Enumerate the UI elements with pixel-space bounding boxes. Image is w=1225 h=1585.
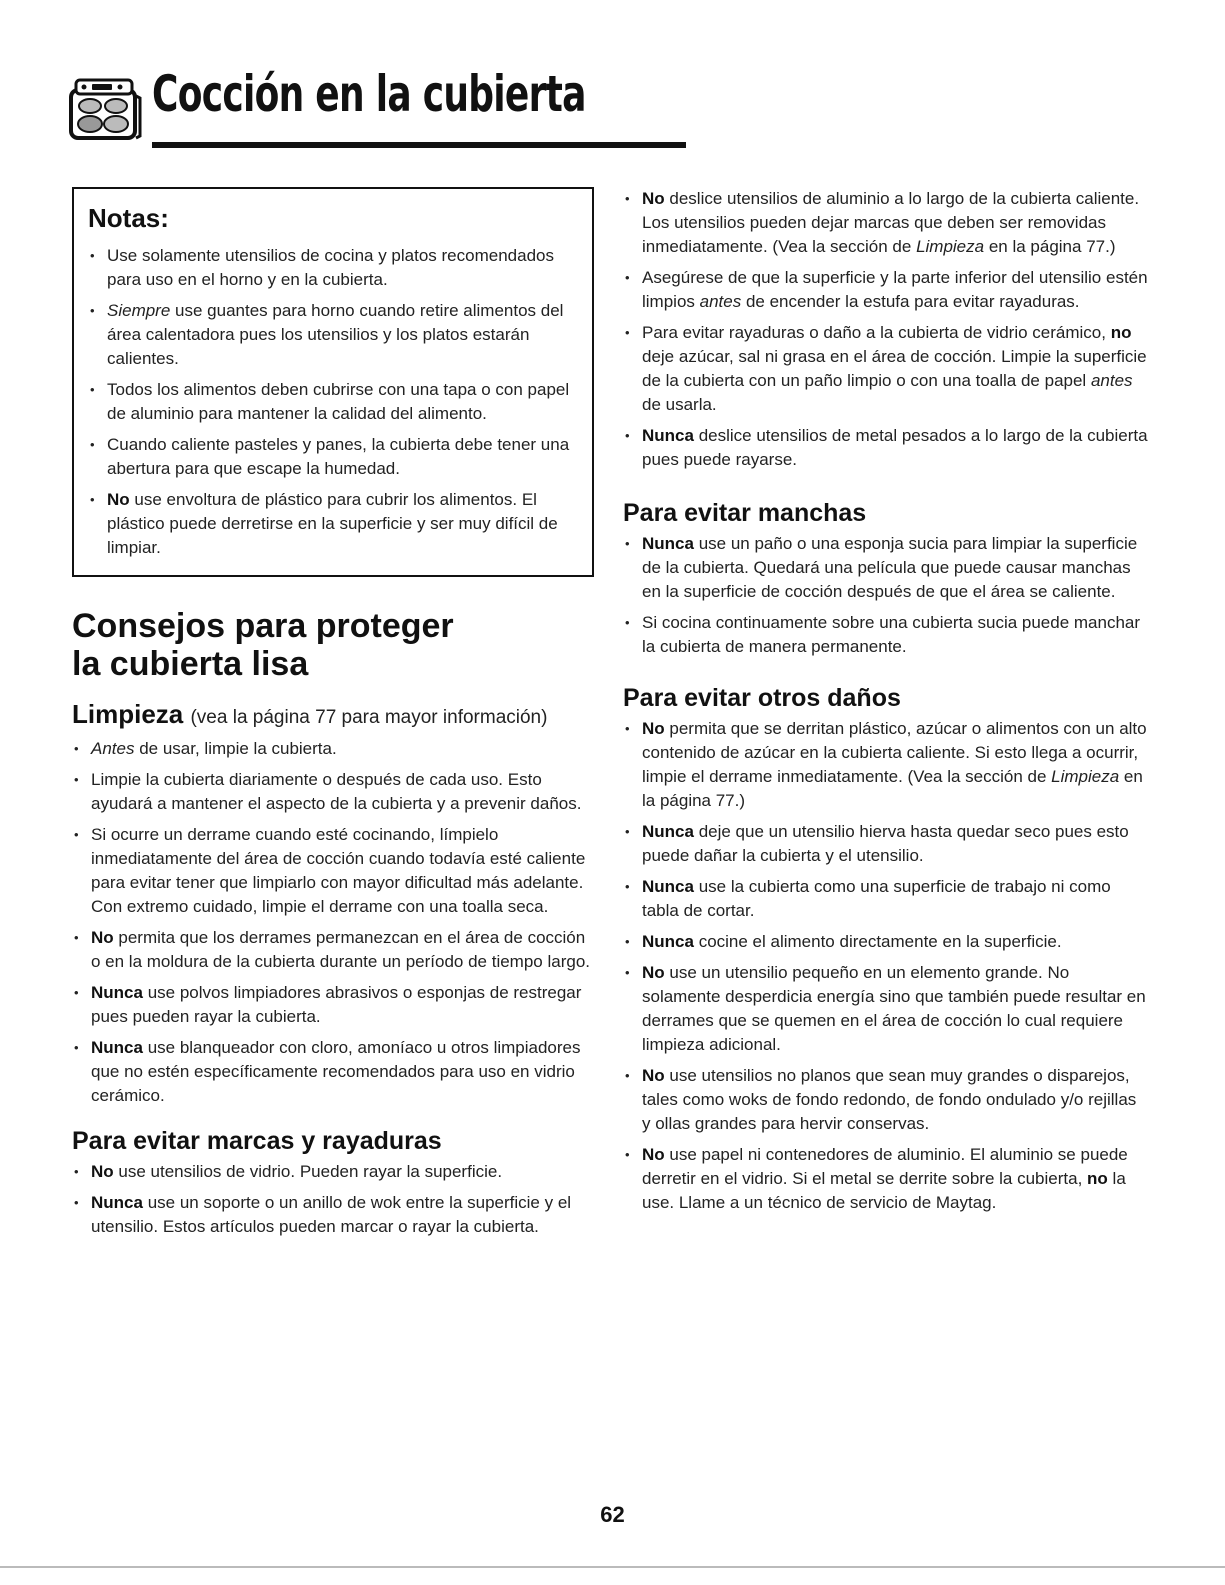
list-item: • Asegúrese de que la superficie y la parte inferior del utensilio estén limpios antes de encender la estufa para evitar rayaduras. (623, 266, 1148, 314)
list-item: • No use utensilios no planos que sean muy grandes o disparejos, tales como woks de fondo redondo, de fondo ondulado y/o rejillas y ollas grandes para hervir conservas. (623, 1064, 1148, 1136)
left-column (72, 187, 592, 1246)
page-title: Cocción en la cubierta (152, 65, 586, 123)
cooktop-icon (68, 76, 144, 142)
manchas-list (623, 532, 1148, 659)
list-item: • Nunca cocine el alimento directamente en la superficie. (623, 930, 1148, 954)
section-title-manchas: Para evitar manchas (623, 499, 867, 527)
list-item: • Si ocurre un derrame cuando esté cocinando, límpielo inmediatamente del área de cocción cuando todavía esté caliente para evitar tener que limpiarlo con mayor dificultad más adelante. Con extremo cuidado, limpie el derrame con una toalla seca. (72, 823, 592, 919)
otros-list (623, 717, 1148, 1215)
notes-list (88, 244, 576, 560)
section-title-otros: Para evitar otros daños (623, 684, 901, 712)
list-item: • Nunca use blanqueador con cloro, amoníaco u otros limpiadores que no estén específicamente recomendados para uso en vidrio cerámico. (72, 1036, 592, 1108)
section-title-marcas: Para evitar marcas y rayaduras (72, 1127, 442, 1155)
list-item: • Nunca use la cubierta como una superficie de trabajo ni como tabla de cortar. (623, 875, 1148, 923)
list-item: • Nunca deje que un utensilio hierva hasta quedar seco pues esto puede dañar la cubierta y el utensilio. (623, 820, 1148, 868)
limpieza-list (72, 737, 592, 1108)
list-item: • Si cocina continuamente sobre una cubierta sucia puede manchar la cubierta de manera permanente. (623, 611, 1148, 659)
right-column (623, 187, 1148, 1222)
title-underline (152, 142, 686, 148)
list-item: • No permita que los derrames permanezcan en el área de cocción o en la moldura de la cubierta durante un período de tiempo largo. (72, 926, 592, 974)
notes-box (72, 187, 594, 577)
list-item: • Nunca deslice utensilios de metal pesados a lo largo de la cubierta pues puede rayarse. (623, 424, 1148, 472)
list-item: • No permita que se derritan plástico, azúcar o alimentos con un alto contenido de azúcar en la cubierta caliente. Si esto llega a ocurrir, limpie el derrame inmediatamente. (Vea la sección de Limpieza en la página 77.) (623, 717, 1148, 813)
list-item: • No deslice utensilios de aluminio a lo largo de la cubierta caliente. Los utensilios pueden dejar marcas que deben ser removidas inmediatamente. (Vea la sección de Limpieza en la página 77.) (623, 187, 1148, 259)
list-item: • Siempre use guantes para horno cuando retire alimentos del área calentadora pues los utensilios y los platos estarán calientes. (88, 299, 576, 371)
list-item: • Todos los alimentos deben cubrirse con una tapa o con papel de aluminio para mantener la calidad del alimento. (88, 378, 576, 426)
list-item: • Nunca use un paño o una esponja sucia para limpiar la superficie de la cubierta. Quedará una película que puede causar manchas en la superficie de cocción después de que el área se caliente. (623, 532, 1148, 604)
marcas-list (72, 1160, 592, 1239)
list-item: • Antes de usar, limpie la cubierta. (72, 737, 592, 761)
section-title-limpieza: Limpieza (vea la página 77 para mayor información) (72, 699, 548, 729)
list-item: • Nunca use polvos limpiadores abrasivos o esponjas de restregar pues pueden rayar la cubierta. (72, 981, 592, 1029)
list-item: • No use envoltura de plástico para cubrir los alimentos. El plástico puede derretirse en la superficie y ser muy difícil de limpiar. (88, 488, 576, 560)
list-item: • Use solamente utensilios de cocina y platos recomendados para uso en el horno y en la cubierta. (88, 244, 576, 292)
list-item: • Cuando caliente pasteles y panes, la cubierta debe tener una abertura para que escape la humedad. (88, 433, 576, 481)
list-item: • Limpie la cubierta diariamente o después de cada uso. Esto ayudará a mantener el aspecto de la cubierta y a prevenir daños. (72, 768, 592, 816)
list-item: • Para evitar rayaduras o daño a la cubierta de vidrio cerámico, no deje azúcar, sal ni grasa en el área de cocción. Limpie la superficie de la cubierta con un paño limpio o con una toalla de papel antes de usarla. (623, 321, 1148, 417)
page-number: 62 (600, 1502, 625, 1527)
bottom-divider (0, 1566, 1225, 1568)
list-item: • No use utensilios de vidrio. Pueden rayar la superficie. (72, 1160, 592, 1184)
section-title-consejos: Consejos para proteger la cubierta lisa (72, 607, 454, 683)
list-item: • No use papel ni contenedores de aluminio. El aluminio se puede derretir en el vidrio. Si el metal se derrite sobre la cubierta, no la use. Llame a un técnico de servicio de Maytag. (623, 1143, 1148, 1215)
right-top-list (623, 187, 1148, 472)
notes-title: Notas: (88, 203, 169, 233)
list-item: • No use un utensilio pequeño en un elemento grande. No solamente desperdicia energía sino que también puede resultar en derrames que se quemen en el área de cocción lo cual requiere limpieza adicional. (623, 961, 1148, 1057)
page-header (68, 66, 618, 156)
list-item: • Nunca use un soporte o un anillo de wok entre la superficie y el utensilio. Estos artículos pueden marcar o rayar la cubierta. (72, 1191, 592, 1239)
